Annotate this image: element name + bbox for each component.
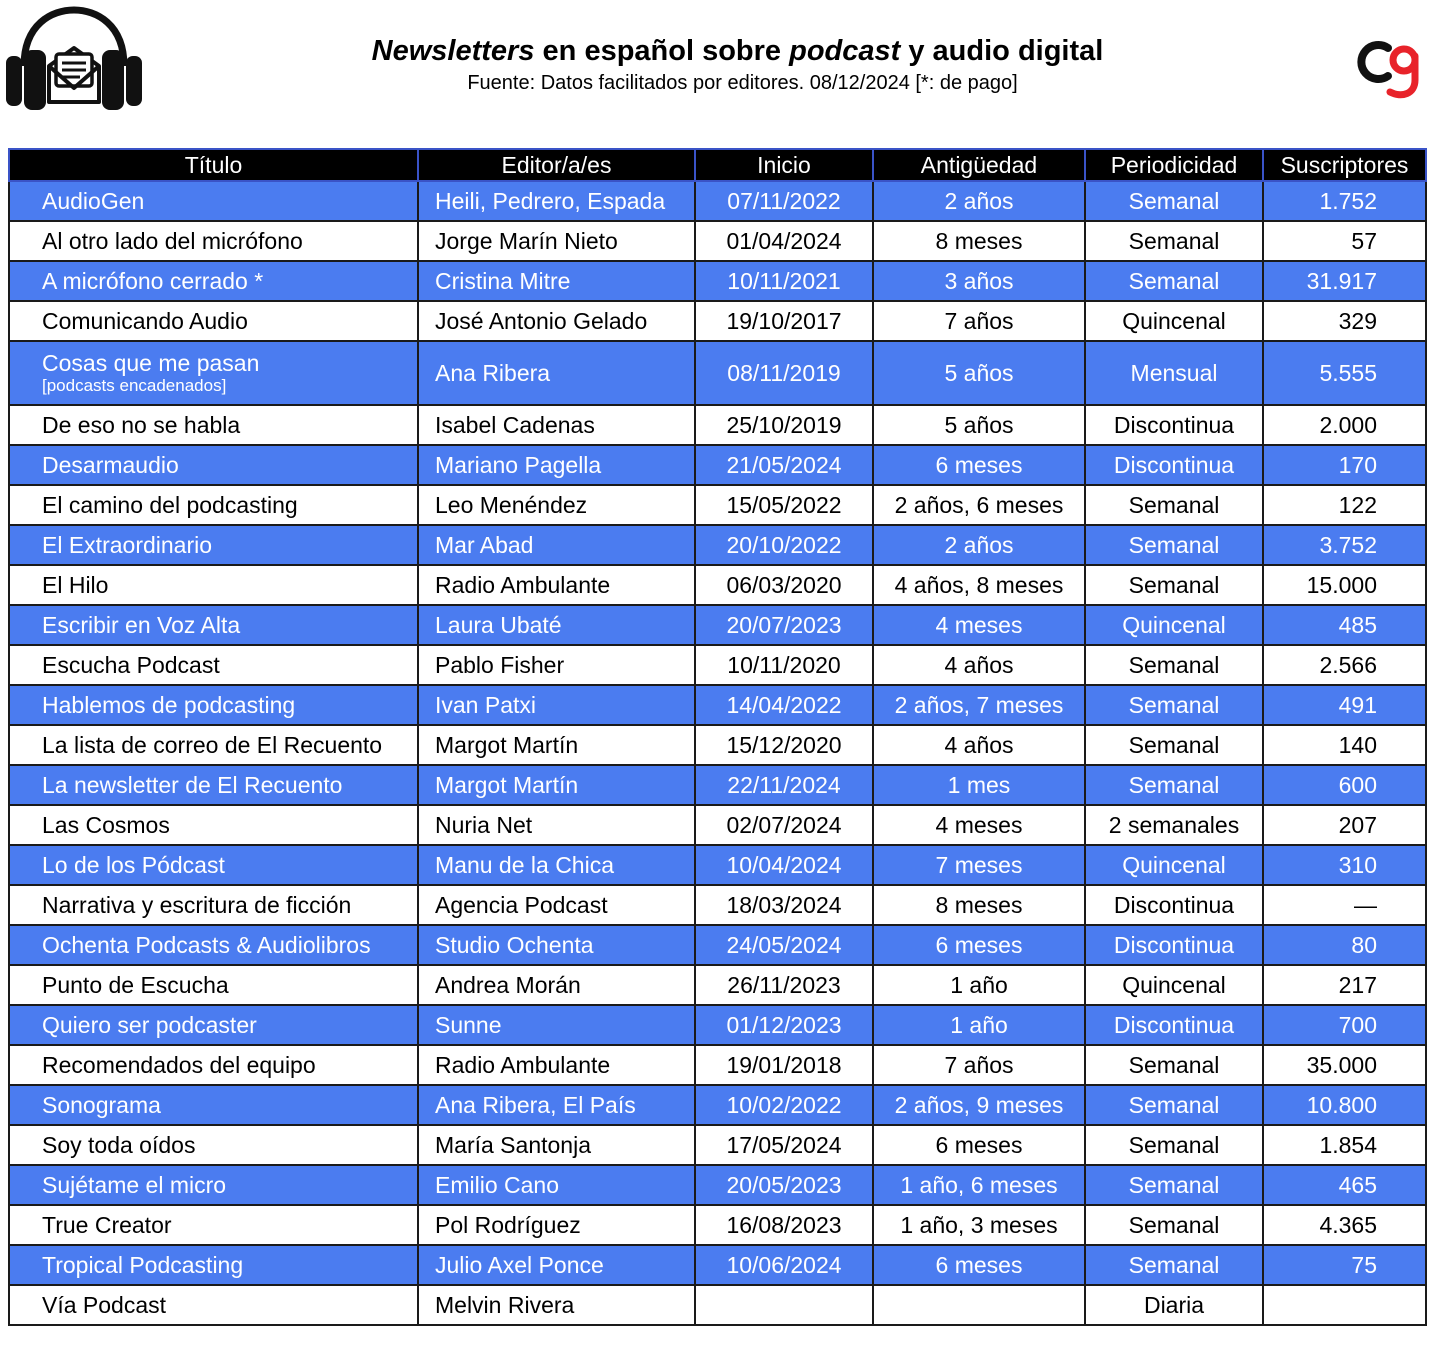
cell-suscriptores: 80 xyxy=(1263,925,1426,965)
cell-editor: Andrea Morán xyxy=(418,965,695,1005)
table-row xyxy=(9,965,1426,1005)
cell-titulo: Escucha Podcast xyxy=(9,645,418,685)
cell-periodicidad: 2 semanales xyxy=(1085,805,1263,845)
cell-editor: Sunne xyxy=(418,1005,695,1045)
cell-suscriptores: 140 xyxy=(1263,725,1426,765)
cell-editor: Heili, Pedrero, Espada xyxy=(418,181,695,221)
cell-inicio: 10/02/2022 xyxy=(695,1085,873,1125)
cell-suscriptores: 170 xyxy=(1263,445,1426,485)
table-row xyxy=(9,1165,1426,1205)
cell-inicio: 20/10/2022 xyxy=(695,525,873,565)
cell-suscriptores: 31.917 xyxy=(1263,261,1426,301)
col-header-inicio: Inicio xyxy=(695,149,873,181)
cell-titulo xyxy=(9,341,418,405)
cell-editor: Ana Ribera xyxy=(418,341,695,405)
cell-editor: Cristina Mitre xyxy=(418,261,695,301)
table-row xyxy=(9,405,1426,445)
cell-antiguedad: 4 meses xyxy=(873,805,1085,845)
table-row xyxy=(9,805,1426,845)
table-row xyxy=(9,485,1426,525)
cell-antiguedad: 1 mes xyxy=(873,765,1085,805)
cell-suscriptores: 5.555 xyxy=(1263,341,1426,405)
cell-suscriptores: 2.000 xyxy=(1263,405,1426,445)
cell-antiguedad: 5 años xyxy=(873,341,1085,405)
table-row xyxy=(9,765,1426,805)
table-row xyxy=(9,525,1426,565)
page-title: Newsletters en español sobre podcast y audio digital xyxy=(371,35,1104,67)
col-header-editor: Editor/a/es xyxy=(418,149,695,181)
table-row xyxy=(9,1045,1426,1085)
cell-periodicidad: Quincenal xyxy=(1085,965,1263,1005)
table-header-row xyxy=(9,149,1426,181)
cell-inicio: 08/11/2019 xyxy=(695,341,873,405)
cell-editor: Emilio Cano xyxy=(418,1165,695,1205)
cell-inicio: 16/08/2023 xyxy=(695,1205,873,1245)
title-text: Cosas que me pasan xyxy=(42,350,260,376)
cell-inicio: 26/11/2023 xyxy=(695,965,873,1005)
cell-titulo: La lista de correo de El Recuento xyxy=(9,725,418,765)
cell-editor: Leo Menéndez xyxy=(418,485,695,525)
cell-suscriptores: 329 xyxy=(1263,301,1426,341)
cell-antiguedad: 6 meses xyxy=(873,445,1085,485)
cell-periodicidad: Quincenal xyxy=(1085,605,1263,645)
cell-antiguedad: 2 años, 6 meses xyxy=(873,485,1085,525)
cell-periodicidad: Semanal xyxy=(1085,261,1263,301)
cell-inicio: 24/05/2024 xyxy=(695,925,873,965)
cell-suscriptores: — xyxy=(1263,885,1426,925)
cell-inicio: 01/04/2024 xyxy=(695,221,873,261)
cell-inicio: 14/04/2022 xyxy=(695,685,873,725)
cell-periodicidad: Discontinua xyxy=(1085,885,1263,925)
cell-editor: Nuria Net xyxy=(418,805,695,845)
cell-antiguedad: 2 años xyxy=(873,181,1085,221)
cell-suscriptores: 57 xyxy=(1263,221,1426,261)
cell-titulo: Recomendados del equipo xyxy=(9,1045,418,1085)
cell-suscriptores: 491 xyxy=(1263,685,1426,725)
cell-titulo: El Hilo xyxy=(9,565,418,605)
cell-suscriptores: 4.365 xyxy=(1263,1205,1426,1245)
cell-editor: Studio Ochenta xyxy=(418,925,695,965)
cell-antiguedad: 2 años xyxy=(873,525,1085,565)
cell-editor: Radio Ambulante xyxy=(418,565,695,605)
table-row xyxy=(9,845,1426,885)
cell-antiguedad xyxy=(873,1285,1085,1325)
cell-antiguedad: 6 meses xyxy=(873,1125,1085,1165)
cell-antiguedad: 1 año xyxy=(873,965,1085,1005)
cell-titulo: Sonograma xyxy=(9,1085,418,1125)
cell-editor: Melvin Rivera xyxy=(418,1285,695,1325)
cell-suscriptores: 10.800 xyxy=(1263,1085,1426,1125)
table-row xyxy=(9,1205,1426,1245)
cell-suscriptores: 600 xyxy=(1263,765,1426,805)
cell-editor: Agencia Podcast xyxy=(418,885,695,925)
cell-inicio: 20/07/2023 xyxy=(695,605,873,645)
cell-antiguedad: 4 meses xyxy=(873,605,1085,645)
cell-editor: Ana Ribera, El País xyxy=(418,1085,695,1125)
table-row xyxy=(9,885,1426,925)
cell-antiguedad: 1 año xyxy=(873,1005,1085,1045)
cell-inicio: 10/06/2024 xyxy=(695,1245,873,1285)
cell-suscriptores: 465 xyxy=(1263,1165,1426,1205)
cell-editor: Julio Axel Ponce xyxy=(418,1245,695,1285)
table-row xyxy=(9,301,1426,341)
cell-titulo: Tropical Podcasting xyxy=(9,1245,418,1285)
cell-inicio: 10/04/2024 xyxy=(695,845,873,885)
cell-periodicidad: Semanal xyxy=(1085,1245,1263,1285)
cell-inicio: 19/10/2017 xyxy=(695,301,873,341)
cell-suscriptores: 207 xyxy=(1263,805,1426,845)
cell-suscriptores: 15.000 xyxy=(1263,565,1426,605)
cell-titulo: Ochenta Podcasts & Audiolibros xyxy=(9,925,418,965)
cell-suscriptores: 3.752 xyxy=(1263,525,1426,565)
cell-periodicidad: Semanal xyxy=(1085,485,1263,525)
cell-periodicidad: Semanal xyxy=(1085,725,1263,765)
cell-periodicidad: Semanal xyxy=(1085,765,1263,805)
cg-brand-logo-icon xyxy=(1352,34,1426,102)
cell-periodicidad: Quincenal xyxy=(1085,845,1263,885)
table-row xyxy=(9,1285,1426,1325)
cell-suscriptores: 35.000 xyxy=(1263,1045,1426,1085)
cell-titulo: True Creator xyxy=(9,1205,418,1245)
cell-titulo: Desarmaudio xyxy=(9,445,418,485)
cell-editor: Ivan Patxi xyxy=(418,685,695,725)
cell-titulo: Hablemos de podcasting xyxy=(9,685,418,725)
cell-titulo: Narrativa y escritura de ficción xyxy=(9,885,418,925)
cell-antiguedad: 8 meses xyxy=(873,885,1085,925)
cell-antiguedad: 4 años xyxy=(873,645,1085,685)
cell-suscriptores: 122 xyxy=(1263,485,1426,525)
table-row xyxy=(9,221,1426,261)
cell-titulo: Comunicando Audio xyxy=(9,301,418,341)
table-row xyxy=(9,605,1426,645)
cell-editor: Mar Abad xyxy=(418,525,695,565)
table-row xyxy=(9,445,1426,485)
cell-suscriptores: 1.752 xyxy=(1263,181,1426,221)
cell-suscriptores: 485 xyxy=(1263,605,1426,645)
cell-antiguedad: 6 meses xyxy=(873,925,1085,965)
table-row xyxy=(9,1125,1426,1165)
cell-titulo: Escribir en Voz Alta xyxy=(9,605,418,645)
cell-suscriptores: 2.566 xyxy=(1263,645,1426,685)
cell-antiguedad: 3 años xyxy=(873,261,1085,301)
table-row xyxy=(9,565,1426,605)
cell-periodicidad: Discontinua xyxy=(1085,925,1263,965)
cell-inicio: 18/03/2024 xyxy=(695,885,873,925)
cell-editor: Margot Martín xyxy=(418,725,695,765)
cell-antiguedad: 8 meses xyxy=(873,221,1085,261)
cell-editor: Isabel Cadenas xyxy=(418,405,695,445)
cell-titulo: Las Cosmos xyxy=(9,805,418,845)
cell-periodicidad: Semanal xyxy=(1085,685,1263,725)
cell-inicio: 17/05/2024 xyxy=(695,1125,873,1165)
table-row xyxy=(9,261,1426,301)
cell-editor: Manu de la Chica xyxy=(418,845,695,885)
cell-antiguedad: 6 meses xyxy=(873,1245,1085,1285)
cell-periodicidad: Mensual xyxy=(1085,341,1263,405)
cell-editor: Laura Ubaté xyxy=(418,605,695,645)
table-row xyxy=(9,685,1426,725)
cell-titulo: El camino del podcasting xyxy=(9,485,418,525)
cell-periodicidad: Semanal xyxy=(1085,181,1263,221)
cell-antiguedad: 7 años xyxy=(873,1045,1085,1085)
cell-inicio: 19/01/2018 xyxy=(695,1045,873,1085)
page-header xyxy=(0,0,1431,140)
cell-periodicidad: Semanal xyxy=(1085,645,1263,685)
cell-editor: Mariano Pagella xyxy=(418,445,695,485)
cell-inicio: 07/11/2022 xyxy=(695,181,873,221)
cell-periodicidad: Discontinua xyxy=(1085,1005,1263,1045)
cell-periodicidad: Diaria xyxy=(1085,1285,1263,1325)
cell-titulo: De eso no se habla xyxy=(9,405,418,445)
cell-antiguedad: 4 años, 8 meses xyxy=(873,565,1085,605)
cell-suscriptores xyxy=(1263,1285,1426,1325)
page-subtitle: Fuente: Datos facilitados por editores. 08/12/2024 [*: de pago] xyxy=(467,72,1018,94)
cell-editor: Radio Ambulante xyxy=(418,1045,695,1085)
cell-suscriptores: 310 xyxy=(1263,845,1426,885)
cell-inicio: 02/07/2024 xyxy=(695,805,873,845)
cell-suscriptores: 75 xyxy=(1263,1245,1426,1285)
cell-titulo: El Extraordinario xyxy=(9,525,418,565)
cell-periodicidad: Semanal xyxy=(1085,1205,1263,1245)
cell-inicio: 21/05/2024 xyxy=(695,445,873,485)
cell-antiguedad: 1 año, 3 meses xyxy=(873,1205,1085,1245)
col-header-suscriptores: Suscriptores xyxy=(1263,149,1426,181)
newsletters-table xyxy=(8,148,1427,1326)
cell-periodicidad: Discontinua xyxy=(1085,445,1263,485)
cell-editor: María Santonja xyxy=(418,1125,695,1165)
cell-titulo: Lo de los Pódcast xyxy=(9,845,418,885)
table-body xyxy=(9,181,1426,1325)
table-row xyxy=(9,725,1426,765)
cell-inicio: 22/11/2024 xyxy=(695,765,873,805)
cell-titulo: Soy toda oídos xyxy=(9,1125,418,1165)
cell-antiguedad: 7 meses xyxy=(873,845,1085,885)
table-row xyxy=(9,1085,1426,1125)
cell-periodicidad: Semanal xyxy=(1085,1125,1263,1165)
cell-editor: Pablo Fisher xyxy=(418,645,695,685)
cell-antiguedad: 2 años, 7 meses xyxy=(873,685,1085,725)
cell-inicio: 10/11/2021 xyxy=(695,261,873,301)
cell-titulo: A micrófono cerrado * xyxy=(9,261,418,301)
cell-editor: Margot Martín xyxy=(418,765,695,805)
cell-titulo: AudioGen xyxy=(9,181,418,221)
cell-inicio xyxy=(695,1285,873,1325)
cell-editor: Jorge Marín Nieto xyxy=(418,221,695,261)
cell-titulo: Quiero ser podcaster xyxy=(9,1005,418,1045)
cell-editor: José Antonio Gelado xyxy=(418,301,695,341)
cell-periodicidad: Semanal xyxy=(1085,1085,1263,1125)
cell-antiguedad: 4 años xyxy=(873,725,1085,765)
cell-titulo: Al otro lado del micrófono xyxy=(9,221,418,261)
cell-antiguedad: 5 años xyxy=(873,405,1085,445)
cell-editor: Pol Rodríguez xyxy=(418,1205,695,1245)
cell-periodicidad: Semanal xyxy=(1085,1165,1263,1205)
cell-suscriptores: 700 xyxy=(1263,1005,1426,1045)
cell-titulo: Sujétame el micro xyxy=(9,1165,418,1205)
table-row xyxy=(9,181,1426,221)
cell-inicio: 15/05/2022 xyxy=(695,485,873,525)
cell-periodicidad: Semanal xyxy=(1085,565,1263,605)
cell-periodicidad: Semanal xyxy=(1085,221,1263,261)
cell-titulo: Punto de Escucha xyxy=(9,965,418,1005)
cell-inicio: 06/03/2020 xyxy=(695,565,873,605)
table-row xyxy=(9,925,1426,965)
cell-periodicidad: Semanal xyxy=(1085,1045,1263,1085)
cell-periodicidad: Semanal xyxy=(1085,525,1263,565)
cell-titulo: La newsletter de El Recuento xyxy=(9,765,418,805)
title-subtext: [podcasts encadenados] xyxy=(42,376,227,395)
table-row xyxy=(9,1005,1426,1045)
cell-suscriptores: 217 xyxy=(1263,965,1426,1005)
cell-periodicidad: Discontinua xyxy=(1085,405,1263,445)
cell-antiguedad: 7 años xyxy=(873,301,1085,341)
cell-antiguedad: 2 años, 9 meses xyxy=(873,1085,1085,1125)
col-header-periodicidad: Periodicidad xyxy=(1085,149,1263,181)
cell-inicio: 20/05/2023 xyxy=(695,1165,873,1205)
cell-suscriptores: 1.854 xyxy=(1263,1125,1426,1165)
cell-antiguedad: 1 año, 6 meses xyxy=(873,1165,1085,1205)
cell-titulo: Vía Podcast xyxy=(9,1285,418,1325)
cell-inicio: 01/12/2023 xyxy=(695,1005,873,1045)
table-row xyxy=(9,645,1426,685)
table-row xyxy=(9,1245,1426,1285)
cell-inicio: 15/12/2020 xyxy=(695,725,873,765)
col-header-titulo: Título xyxy=(9,149,418,181)
col-header-antiguedad: Antigüedad xyxy=(873,149,1085,181)
cell-inicio: 25/10/2019 xyxy=(695,405,873,445)
table-row xyxy=(9,341,1426,405)
cell-inicio: 10/11/2020 xyxy=(695,645,873,685)
cell-periodicidad: Quincenal xyxy=(1085,301,1263,341)
